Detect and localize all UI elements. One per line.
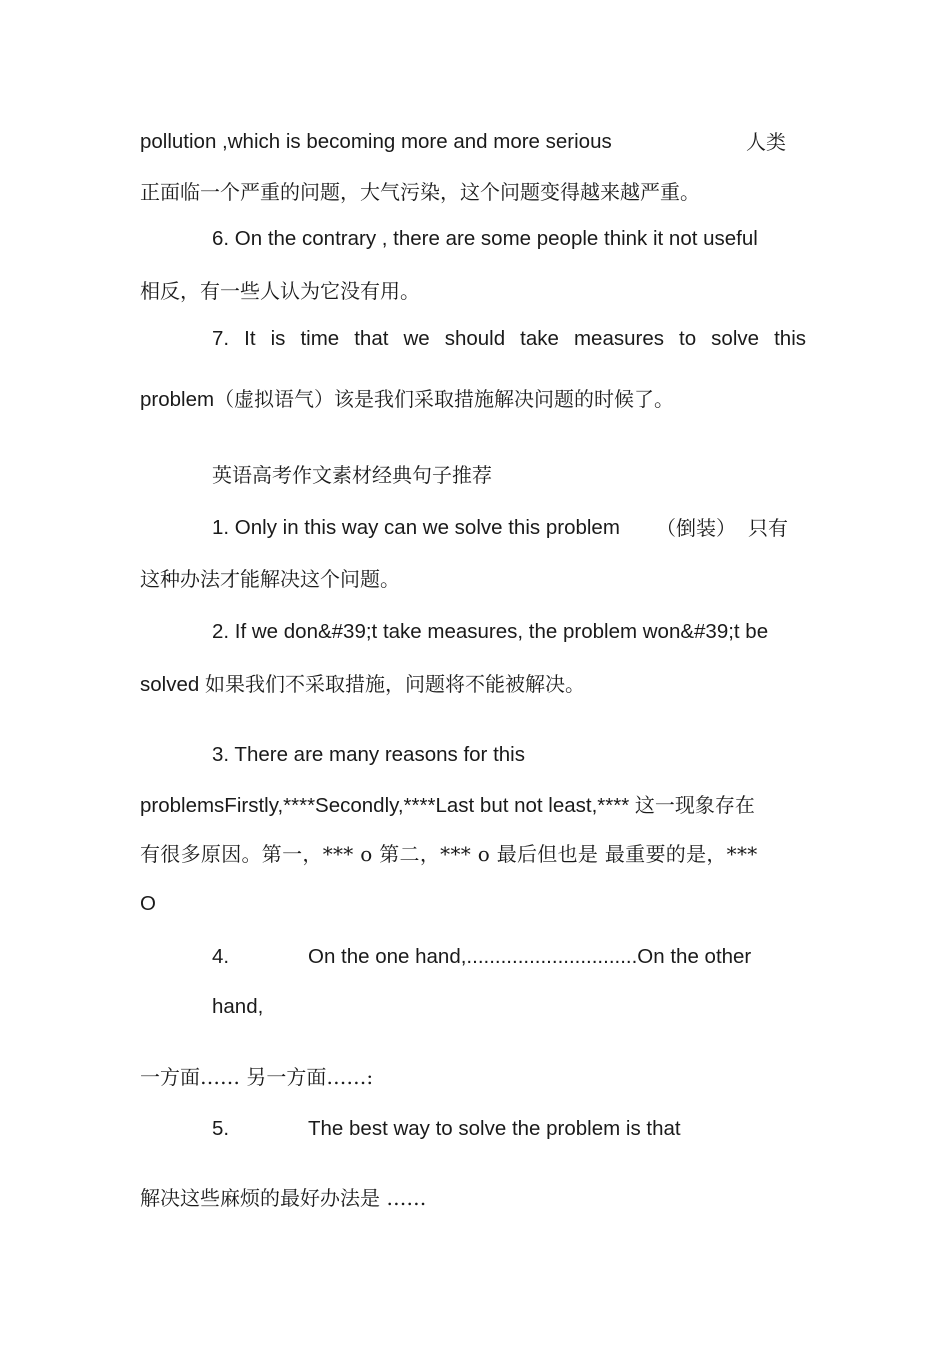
text-line: 相反，有一些人认为它没有用。 [140,279,420,303]
text-line: 有很多原因。第一，*** o 第二，*** o 最后但也是 最重要的是，*** [140,842,758,866]
chinese-note: （倒装） [656,516,736,540]
english-text: pollution ,which is becoming more and more serious [140,130,612,153]
chinese-text: 这一现象存在 [634,793,755,817]
list-item-7: 7. It is time that we should take measures to solve this [212,327,806,350]
text-line: 正面临一个严重的问题，大气污染，这个问题变得越来越严重。 [140,180,700,204]
list-item-2: 2. If we don&#39;t take measures, the problem won&#39;t be [212,620,769,643]
list-item-5-text: The best way to solve the problem is that [308,1117,681,1140]
english-text: solved [140,673,200,696]
chinese-text: 如果我们不采取措施，问题将不能被解决。 [204,672,585,696]
text-line: O [140,892,156,915]
text-line: 解决这些麻烦的最好办法是 …… [140,1186,427,1210]
text-line: 一方面…… 另一方面……: [140,1065,374,1089]
text-line [140,129,795,155]
chinese-text: 只有 [748,516,788,540]
list-item-5-number: 5. [212,1117,230,1140]
english-text: problem [140,388,215,411]
list-item-1 [212,515,792,541]
text-line: hand, [212,995,264,1018]
text-line [140,386,674,413]
text-line [140,671,585,698]
english-text: 1. Only in this way can we solve this problem [212,516,620,539]
section-heading: 英语高考作文素材经典句子推荐 [212,463,492,487]
list-item-4-number: 4. [212,945,230,968]
chinese-text: 人类 [746,130,786,154]
english-text: problemsFirstly,****Secondly,****Last but not least,**** [140,794,630,817]
text-line [140,792,755,819]
text-line: 这种办法才能解决这个问题。 [140,567,400,591]
chinese-text: （虚拟语气）该是我们采取措施解决问题的时候了。 [214,387,675,411]
list-item-6: 6. On the contrary , there are some people think it not useful [212,227,758,250]
list-item-3: 3. There are many reasons for this [212,743,525,766]
list-item-4-text: On the one hand,..............................On the other [308,945,752,968]
